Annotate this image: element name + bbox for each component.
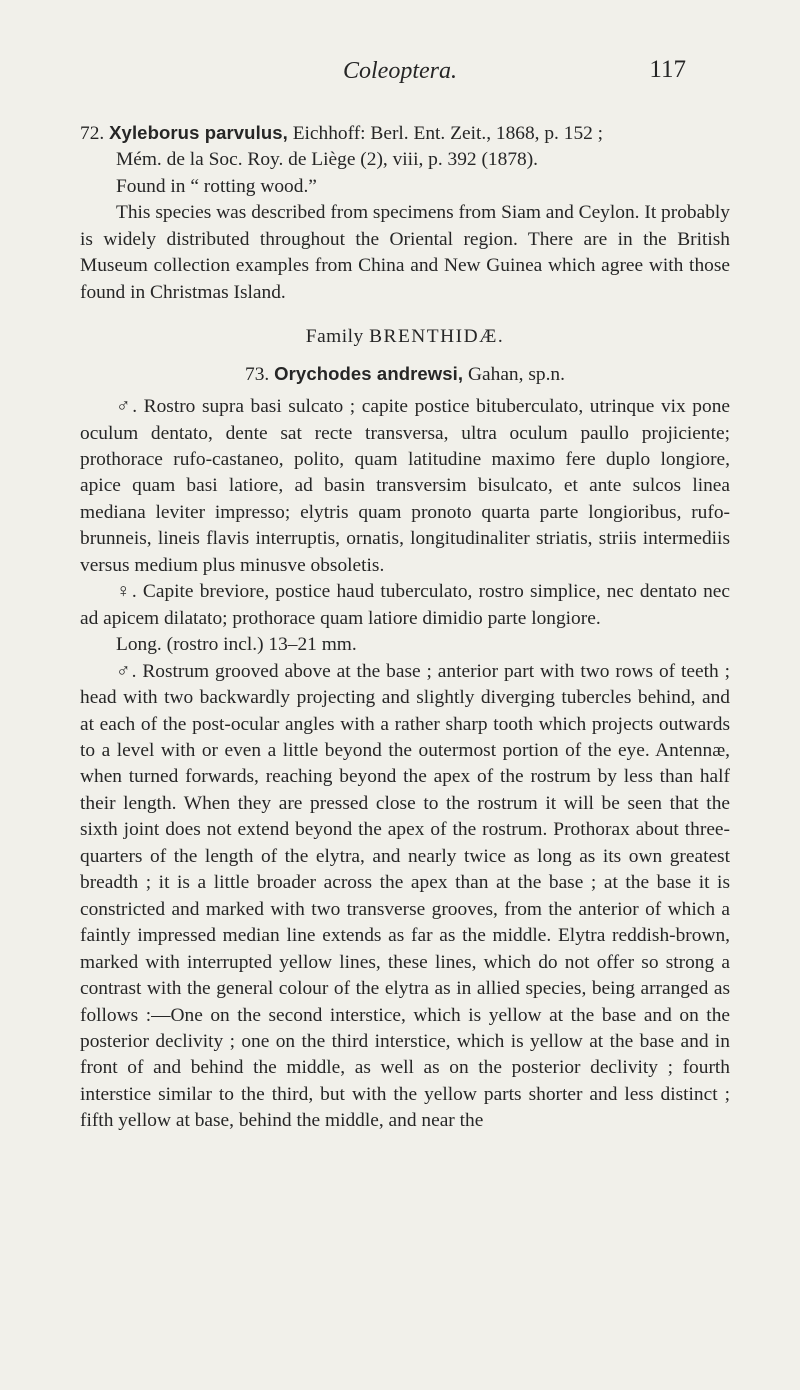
- species-author: Gahan, sp.n.: [463, 363, 565, 385]
- male-english-description: ♂. Rostrum grooved above at the base ; anterior part with two rows of teeth ; head with two backwardly projecting and slightly diverging tubercles behind, and at each of the post-ocular angles with a rather sharp tooth which projects outwards to a level with or even a little beyond the outermost portion of the eye. Antennæ, when turned forwards, reaching beyond the apex of the rostrum by less than half their length. When they are pressed close to the rostrum it will be seen that the sixth joint does not extend beyond the apex of the rostrum. Prothorax about three-quarters of the length of the elytra, and nearly twice as long as its own greatest breadth ; it is a little broader across the apex than at the base ; at the base it is constricted and marked with two transverse grooves, from the anterior of which a faintly impressed median line extends as far as the middle. Elytra reddish-brown, marked with interrupted yellow lines, these lines, which do not offer so strong a contrast with the general colour of the elytra as in allied species, being arranged as follows :—One on the second interstice, which is yellow at the base and on the posterior declivity ; one on the third interstice, which is yellow at the base and in front of and behind the middle, as well as on the posterior declivity ; fourth interstice similar to the third, but with the yellow parts shorter and less distinct ; fifth yellow at base, behind the middle, and near the: [80, 660, 730, 1132]
- citation-continued: Mém. de la Soc. Roy. de Liège (2), viii, p. 392 (1878).: [116, 149, 539, 171]
- family-heading: [80, 324, 730, 350]
- entry-number: 73.: [245, 363, 270, 385]
- entry-72-heading: [80, 120, 730, 147]
- species-name: Xyleborus parvulus,: [109, 122, 288, 143]
- entry-number: 72.: [80, 123, 105, 144]
- female-latin-description: ♀. Capite breviore, postice haud tuberculato, rostro simplice, nec dentato nec ad apicem dilatato; prothorace quam latiore dimidio parte longiore.: [80, 581, 730, 629]
- species-name: Orychodes andrewsi,: [274, 362, 464, 384]
- citation: Eichhoff: Berl. Ent. Zeit., 1868, p. 152 ;: [287, 123, 604, 144]
- family-label: Family: [305, 326, 370, 348]
- running-title: Coleoptera.: [343, 58, 457, 84]
- running-head: [0, 56, 800, 90]
- entry-73-heading: [80, 361, 730, 388]
- page-number: 117: [649, 56, 686, 83]
- family-name: BRENTHIDÆ.: [369, 326, 505, 348]
- length-measure: Long. (rostro incl.) 13–21 mm.: [116, 634, 357, 656]
- entry-72-paragraph: This species was described from specimens from Siam and Ceylon. It probably is widely distributed throughout the Oriental region. There are in the British Museum collection examples from China and New Guinea which agree with those found in Christmas Island.: [80, 202, 730, 303]
- body-text: [80, 120, 730, 1135]
- male-latin-description: ♂. Rostro supra basi sulcato ; capite postice bituberculato, utrinque vix pone oculum dentato, dente sat recte transversa, ultra oculum paullo projiciente; prothorace rufo-castaneo, polito, quam latitudine maximo fere duplo longiore, apice quam basi latiore, ad basin transversim bisulcato, et ante sulcos linea mediana leviter impresso; elytris quam pronoto quarta parte longioribus, rufo-brunneis, lineis flavis interruptis, ornatis, longitudinaliter striatis, striis intermediis versus medium plus minusve obsoletis.: [80, 396, 730, 576]
- found-note: Found in “ rotting wood.”: [116, 175, 317, 197]
